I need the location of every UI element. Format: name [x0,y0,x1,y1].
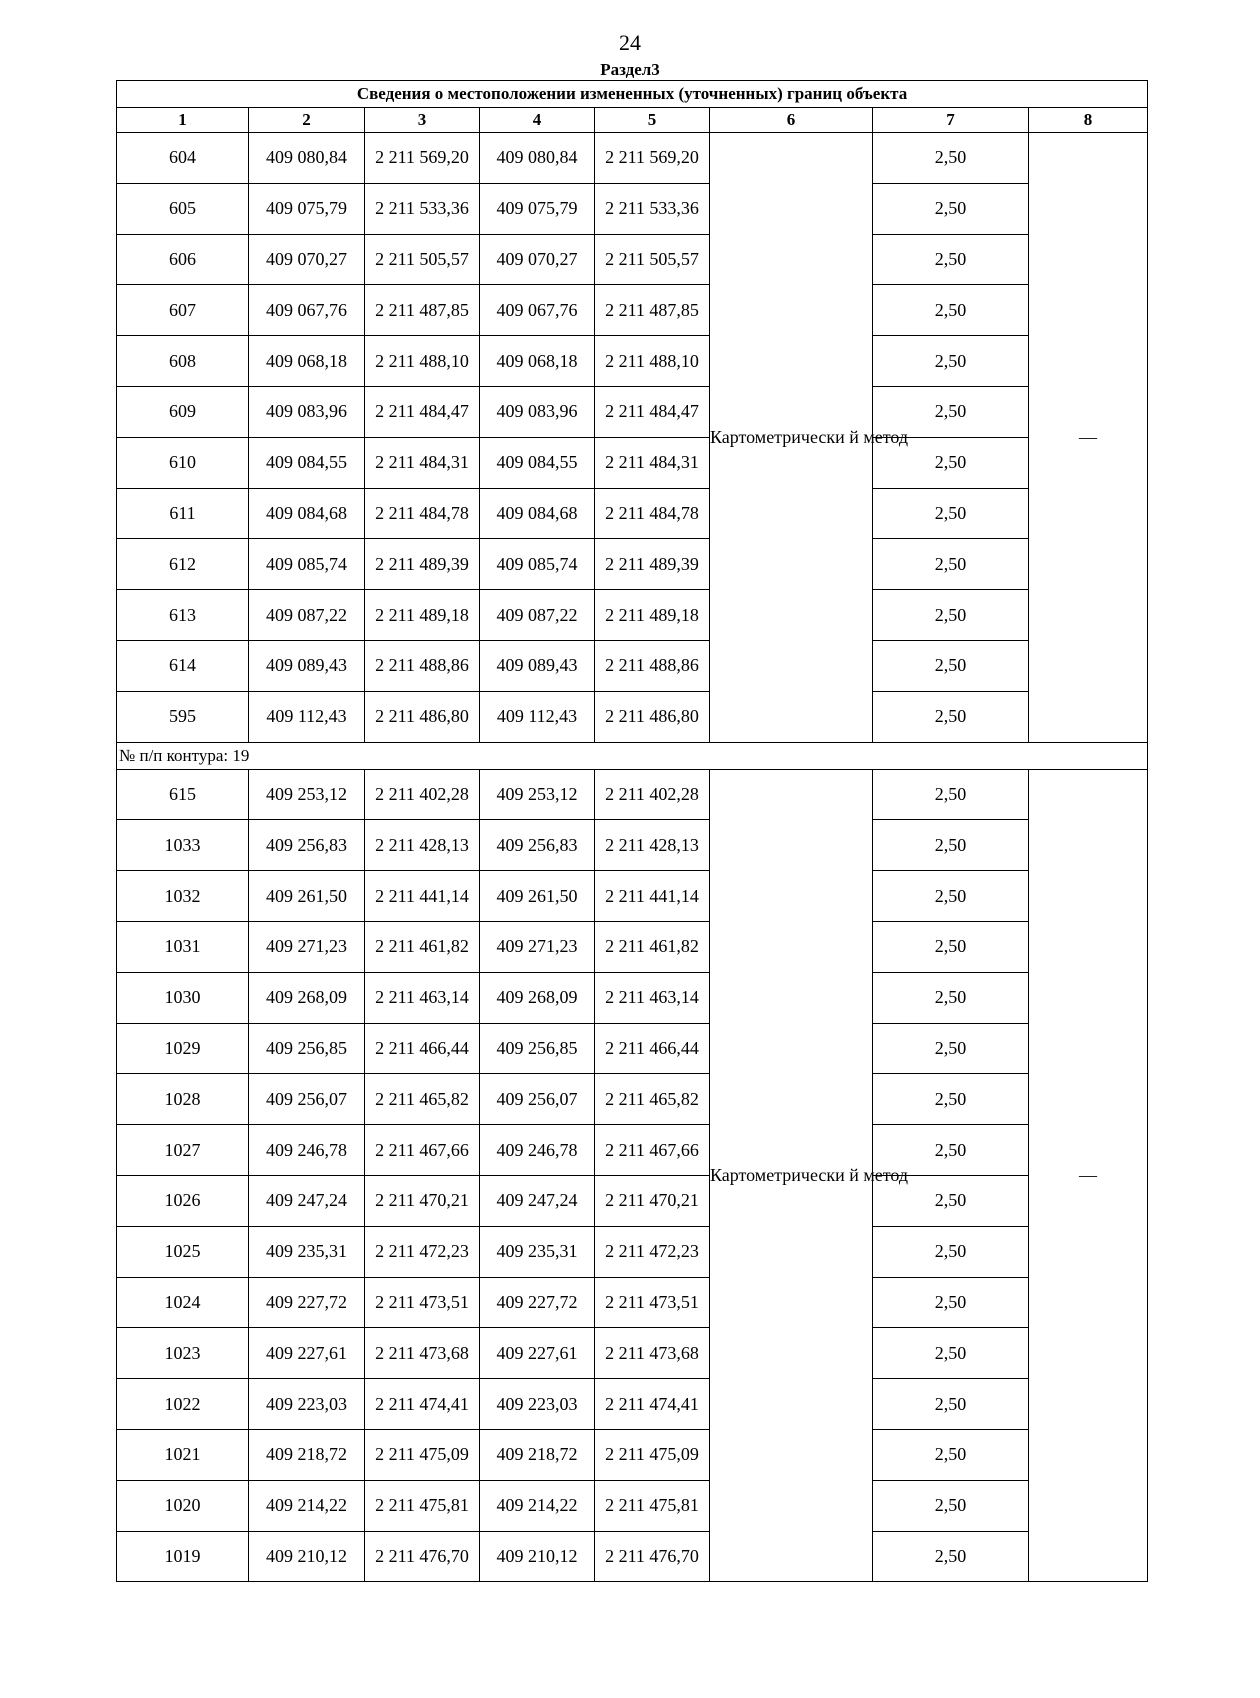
cell-x-new: 409 268,09 [480,972,595,1023]
section-title: Раздел3 [600,60,660,79]
cell-y-existing: 2 211 461,82 [365,921,480,972]
cell-accuracy: 2,50 [873,590,1029,641]
table-row [117,386,1148,437]
cell-x-new: 409 210,12 [480,1531,595,1582]
cell-x-new: 409 087,22 [480,590,595,641]
cell-x-existing: 409 268,09 [249,972,365,1023]
cell-y-new: 2 211 488,86 [595,640,710,691]
cell-x-new: 409 075,79 [480,183,595,234]
cell-y-existing: 2 211 533,36 [365,183,480,234]
cell-y-existing: 2 211 476,70 [365,1531,480,1582]
cell-x-new: 409 083,96 [480,386,595,437]
cell-x-new: 409 227,72 [480,1277,595,1328]
cell-y-existing: 2 211 474,41 [365,1379,480,1430]
table-row [117,336,1148,387]
cell-accuracy: 2,50 [873,1480,1029,1531]
cell-y-existing: 2 211 505,57 [365,234,480,285]
cell-point-number: 604 [117,133,249,184]
cell-point-number: 1021 [117,1429,249,1480]
cell-point-number: 606 [117,234,249,285]
table-row [117,820,1148,871]
cell-x-existing: 409 083,96 [249,386,365,437]
cell-point-number: 1025 [117,1226,249,1277]
cell-y-new: 2 211 484,31 [595,437,710,488]
cell-x-existing: 409 261,50 [249,871,365,922]
cell-x-new: 409 070,27 [480,234,595,285]
cell-accuracy: 2,50 [873,1023,1029,1074]
cell-y-existing: 2 211 428,13 [365,820,480,871]
cell-x-new: 409 227,61 [480,1328,595,1379]
cell-x-new: 409 235,31 [480,1226,595,1277]
table-row [117,1125,1148,1176]
table-body [117,133,1148,1582]
cell-point-number: 1019 [117,1531,249,1582]
column-number-8: 8 [1029,108,1148,133]
cell-accuracy: 2,50 [873,133,1029,184]
cell-x-new: 409 246,78 [480,1125,595,1176]
table-row [117,539,1148,590]
column-number-3: 3 [365,108,480,133]
cell-y-new: 2 211 569,20 [595,133,710,184]
cell-y-new: 2 211 428,13 [595,820,710,871]
cell-y-new: 2 211 474,41 [595,1379,710,1430]
cell-y-new: 2 211 467,66 [595,1125,710,1176]
cell-y-existing: 2 211 569,20 [365,133,480,184]
cell-point-number: 605 [117,183,249,234]
cell-y-new: 2 211 463,14 [595,972,710,1023]
table-row [117,1074,1148,1125]
table-row [117,590,1148,641]
table-row [117,1379,1148,1430]
table-row [117,1277,1148,1328]
table-row [117,769,1148,820]
cell-accuracy: 2,50 [873,1226,1029,1277]
cell-x-existing: 409 271,23 [249,921,365,972]
cell-x-new: 409 261,50 [480,871,595,922]
cell-y-new: 2 211 402,28 [595,769,710,820]
cell-accuracy: 2,50 [873,972,1029,1023]
cell-y-existing: 2 211 484,31 [365,437,480,488]
table-row [117,1023,1148,1074]
table-row [117,488,1148,539]
cell-y-new: 2 211 533,36 [595,183,710,234]
cell-y-new: 2 211 476,70 [595,1531,710,1582]
cell-x-existing: 409 067,76 [249,285,365,336]
cell-y-new: 2 211 470,21 [595,1175,710,1226]
cell-point-number: 608 [117,336,249,387]
cell-y-existing: 2 211 466,44 [365,1023,480,1074]
cell-x-existing: 409 084,55 [249,437,365,488]
cell-point-number: 1022 [117,1379,249,1430]
cell-point-number: 611 [117,488,249,539]
cell-y-existing: 2 211 487,85 [365,285,480,336]
cell-x-new: 409 112,43 [480,691,595,742]
cell-y-new: 2 211 475,81 [595,1480,710,1531]
column-number-7: 7 [873,108,1029,133]
cell-y-new: 2 211 486,80 [595,691,710,742]
cell-method: Картометрически й метод [710,769,873,1582]
cell-x-new: 409 214,22 [480,1480,595,1531]
cell-x-existing: 409 087,22 [249,590,365,641]
cell-accuracy: 2,50 [873,437,1029,488]
cell-y-new: 2 211 466,44 [595,1023,710,1074]
table-row [117,1429,1148,1480]
cell-x-existing: 409 080,84 [249,133,365,184]
cell-y-existing: 2 211 441,14 [365,871,480,922]
cell-point-number: 1031 [117,921,249,972]
cell-y-existing: 2 211 463,14 [365,972,480,1023]
cell-y-new: 2 211 473,68 [595,1328,710,1379]
cell-point-number: 614 [117,640,249,691]
cell-y-new: 2 211 484,47 [595,386,710,437]
cell-point-number: 1030 [117,972,249,1023]
cell-x-existing: 409 075,79 [249,183,365,234]
cell-x-new: 409 084,68 [480,488,595,539]
cell-y-existing: 2 211 470,21 [365,1175,480,1226]
cell-accuracy: 2,50 [873,871,1029,922]
cell-x-existing: 409 223,03 [249,1379,365,1430]
column-number-4: 4 [480,108,595,133]
cell-accuracy: 2,50 [873,1175,1029,1226]
cell-method: Картометрически й метод [710,133,873,743]
cell-y-existing: 2 211 486,80 [365,691,480,742]
cell-y-new: 2 211 488,10 [595,336,710,387]
cell-point-number: 1029 [117,1023,249,1074]
cell-y-new: 2 211 472,23 [595,1226,710,1277]
cell-accuracy: 2,50 [873,1277,1029,1328]
cell-y-existing: 2 211 465,82 [365,1074,480,1125]
cell-x-existing: 409 256,07 [249,1074,365,1125]
table-row [117,1480,1148,1531]
cell-y-existing: 2 211 473,68 [365,1328,480,1379]
cell-y-new: 2 211 441,14 [595,871,710,922]
cell-point-number: 1020 [117,1480,249,1531]
cell-y-new: 2 211 489,18 [595,590,710,641]
cell-accuracy: 2,50 [873,820,1029,871]
cell-point-number: 610 [117,437,249,488]
cell-x-new: 409 253,12 [480,769,595,820]
cell-x-existing: 409 089,43 [249,640,365,691]
column-number-5: 5 [595,108,710,133]
cell-x-new: 409 218,72 [480,1429,595,1480]
cell-x-existing: 409 227,61 [249,1328,365,1379]
cell-point-number: 1026 [117,1175,249,1226]
cell-y-new: 2 211 465,82 [595,1074,710,1125]
cell-point-number: 615 [117,769,249,820]
cell-y-new: 2 211 505,57 [595,234,710,285]
table-row [117,234,1148,285]
table-row [117,972,1148,1023]
cell-accuracy: 2,50 [873,285,1029,336]
column-number-2: 2 [249,108,365,133]
cell-point-number: 607 [117,285,249,336]
cell-accuracy: 2,50 [873,921,1029,972]
cell-y-existing: 2 211 489,18 [365,590,480,641]
cell-point-number: 609 [117,386,249,437]
table-row [117,183,1148,234]
cell-x-new: 409 256,07 [480,1074,595,1125]
table-row [117,1226,1148,1277]
table-row [117,691,1148,742]
cell-x-new: 409 089,43 [480,640,595,691]
cell-accuracy: 2,50 [873,1328,1029,1379]
cell-col8: — [1029,133,1148,743]
cell-y-new: 2 211 487,85 [595,285,710,336]
table-row [117,285,1148,336]
cell-x-existing: 409 218,72 [249,1429,365,1480]
cell-accuracy: 2,50 [873,1531,1029,1582]
table-row [117,1328,1148,1379]
contour-label: № п/п контура: 19 [117,742,1148,769]
cell-x-existing: 409 070,27 [249,234,365,285]
cell-x-new: 409 068,18 [480,336,595,387]
cell-x-existing: 409 112,43 [249,691,365,742]
cell-x-new: 409 080,84 [480,133,595,184]
table-row [117,640,1148,691]
cell-y-new: 2 211 473,51 [595,1277,710,1328]
cell-x-new: 409 067,76 [480,285,595,336]
cell-x-existing: 409 246,78 [249,1125,365,1176]
cell-point-number: 613 [117,590,249,641]
cell-y-existing: 2 211 484,47 [365,386,480,437]
cell-point-number: 1027 [117,1125,249,1176]
cell-y-existing: 2 211 467,66 [365,1125,480,1176]
table-row [117,921,1148,972]
cell-point-number: 1033 [117,820,249,871]
cell-x-existing: 409 235,31 [249,1226,365,1277]
contour-label-row [117,742,1148,769]
cell-point-number: 1032 [117,871,249,922]
cell-accuracy: 2,50 [873,1125,1029,1176]
cell-point-number: 612 [117,539,249,590]
cell-x-new: 409 085,74 [480,539,595,590]
cell-x-existing: 409 247,24 [249,1175,365,1226]
cell-point-number: 1024 [117,1277,249,1328]
cell-y-new: 2 211 484,78 [595,488,710,539]
column-number-1: 1 [117,108,249,133]
table-row [117,133,1148,184]
cell-y-new: 2 211 475,09 [595,1429,710,1480]
column-number-6: 6 [710,108,873,133]
boundary-coordinates-table [116,80,1148,1582]
cell-y-new: 2 211 489,39 [595,539,710,590]
cell-point-number: 1028 [117,1074,249,1125]
cell-x-new: 409 256,83 [480,820,595,871]
cell-x-new: 409 271,23 [480,921,595,972]
column-number-row [117,108,1148,133]
cell-accuracy: 2,50 [873,539,1029,590]
cell-x-new: 409 084,55 [480,437,595,488]
cell-x-new: 409 223,03 [480,1379,595,1430]
cell-x-new: 409 247,24 [480,1175,595,1226]
cell-x-existing: 409 085,74 [249,539,365,590]
cell-y-existing: 2 211 473,51 [365,1277,480,1328]
table-row [117,1175,1148,1226]
table-row [117,437,1148,488]
cell-x-existing: 409 227,72 [249,1277,365,1328]
cell-x-existing: 409 253,12 [249,769,365,820]
cell-y-existing: 2 211 475,81 [365,1480,480,1531]
cell-x-existing: 409 256,85 [249,1023,365,1074]
cell-accuracy: 2,50 [873,1379,1029,1430]
cell-y-existing: 2 211 488,86 [365,640,480,691]
page-number: 24 [619,30,641,55]
cell-x-new: 409 256,85 [480,1023,595,1074]
cell-accuracy: 2,50 [873,769,1029,820]
cell-x-existing: 409 210,12 [249,1531,365,1582]
cell-y-existing: 2 211 484,78 [365,488,480,539]
table-caption: Сведения о местоположении измененных (уточненных) границ объекта [117,81,1148,108]
cell-accuracy: 2,50 [873,234,1029,285]
cell-accuracy: 2,50 [873,183,1029,234]
cell-point-number: 595 [117,691,249,742]
cell-accuracy: 2,50 [873,691,1029,742]
cell-y-existing: 2 211 475,09 [365,1429,480,1480]
cell-accuracy: 2,50 [873,488,1029,539]
table-row [117,1531,1148,1582]
cell-y-existing: 2 211 472,23 [365,1226,480,1277]
cell-x-existing: 409 084,68 [249,488,365,539]
cell-x-existing: 409 068,18 [249,336,365,387]
cell-y-existing: 2 211 402,28 [365,769,480,820]
cell-col8: — [1029,769,1148,1582]
cell-y-new: 2 211 461,82 [595,921,710,972]
cell-x-existing: 409 256,83 [249,820,365,871]
cell-y-existing: 2 211 488,10 [365,336,480,387]
cell-accuracy: 2,50 [873,386,1029,437]
cell-y-existing: 2 211 489,39 [365,539,480,590]
table-row [117,871,1148,922]
cell-accuracy: 2,50 [873,640,1029,691]
cell-accuracy: 2,50 [873,1074,1029,1125]
cell-accuracy: 2,50 [873,336,1029,387]
cell-accuracy: 2,50 [873,1429,1029,1480]
cell-point-number: 1023 [117,1328,249,1379]
cell-x-existing: 409 214,22 [249,1480,365,1531]
